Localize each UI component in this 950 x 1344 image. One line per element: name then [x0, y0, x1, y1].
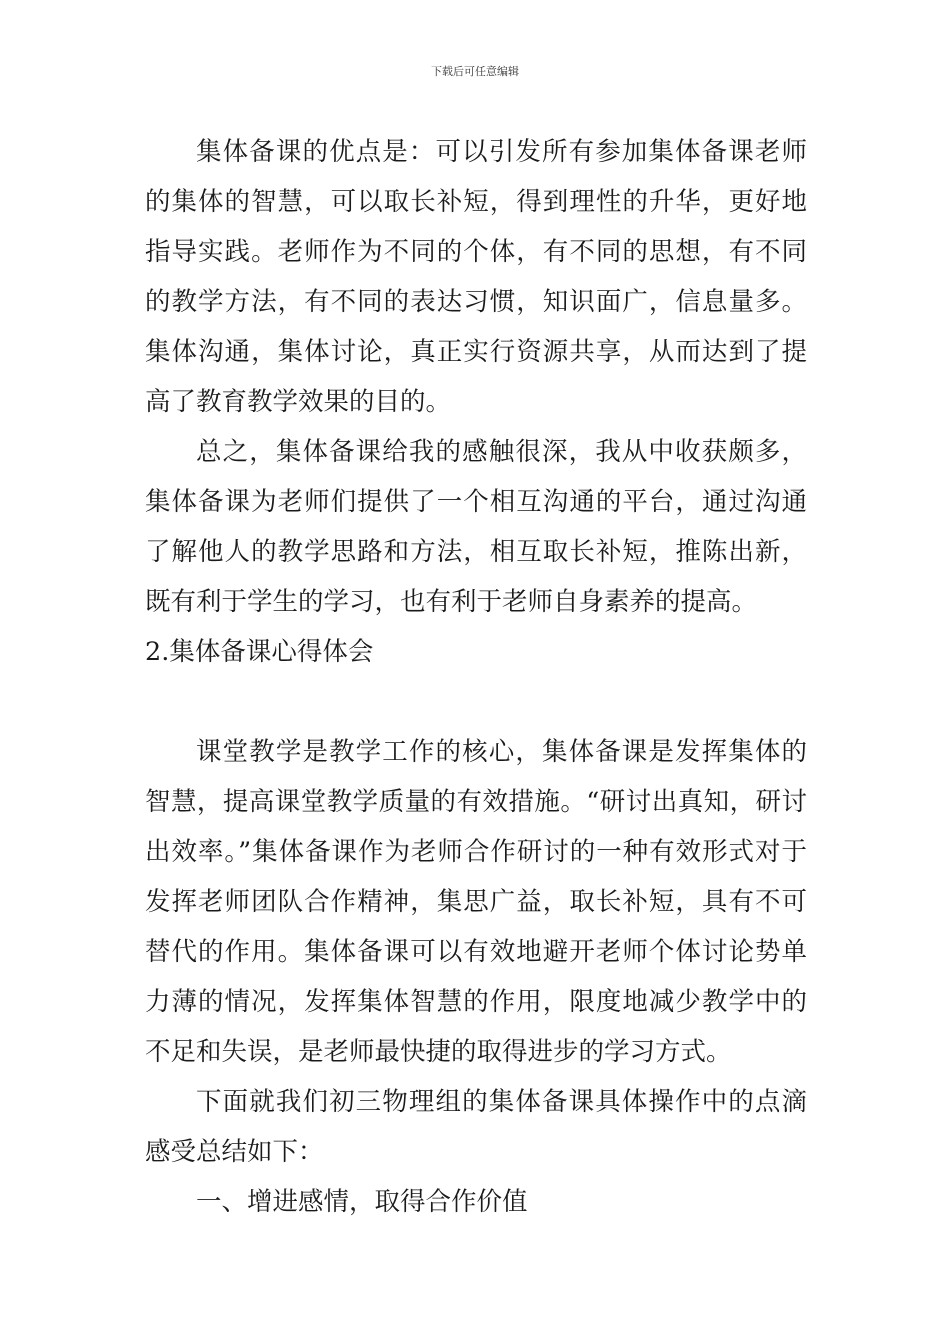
paragraph-intro-summary: 下面就我们初三物理组的集体备课具体操作中的点滴感受总结如下： — [145, 1087, 807, 1167]
document-body — [145, 127, 807, 1227]
subsection-heading: 一、增进感情，取得合作价值 — [196, 1187, 528, 1217]
paragraph-classroom-teaching: 课堂教学是教学工作的核心，集体备课是发挥集体的智慧，提高课堂教学质量的有效措施。“研讨出真知，研讨出效率。”集体备课作为老师合作研讨的一种有效形式对于发挥老师团队合作精神，集思广益，取长补短，具有不可替代的作用。集体备课可以有效地避开老师个体讨论势单力薄的情况，发挥集体智慧的作用，限度地减少教学中的不足和失误，是老师最快捷的取得进步的学习方式。 — [145, 737, 807, 1067]
blank-line — [145, 677, 807, 727]
page-header-note: 下载后可任意编辑 — [431, 65, 519, 78]
paragraph-advantages: 集体备课的优点是：可以引发所有参加集体备课老师的集体的智慧，可以取长补短，得到理性的升华，更好地指导实践。老师作为不同的个体，有不同的思想，有不同的教学方法，有不同的表达习惯，知识面广，信息量多。集体沟通，集体讨论，真正实行资源共享，从而达到了提高了教育教学效果的目的。 — [145, 137, 807, 417]
section-heading: 2.集体备课心得体会 — [145, 637, 374, 667]
paragraph-conclusion: 总之，集体备课给我的感触很深，我从中收获颇多，集体备课为老师们提供了一个相互沟通的平台，通过沟通了解他人的教学思路和方法，相互取长补短，推陈出新，既有利于学生的学习，也有利于老师自身素养的提高。 — [145, 437, 807, 617]
